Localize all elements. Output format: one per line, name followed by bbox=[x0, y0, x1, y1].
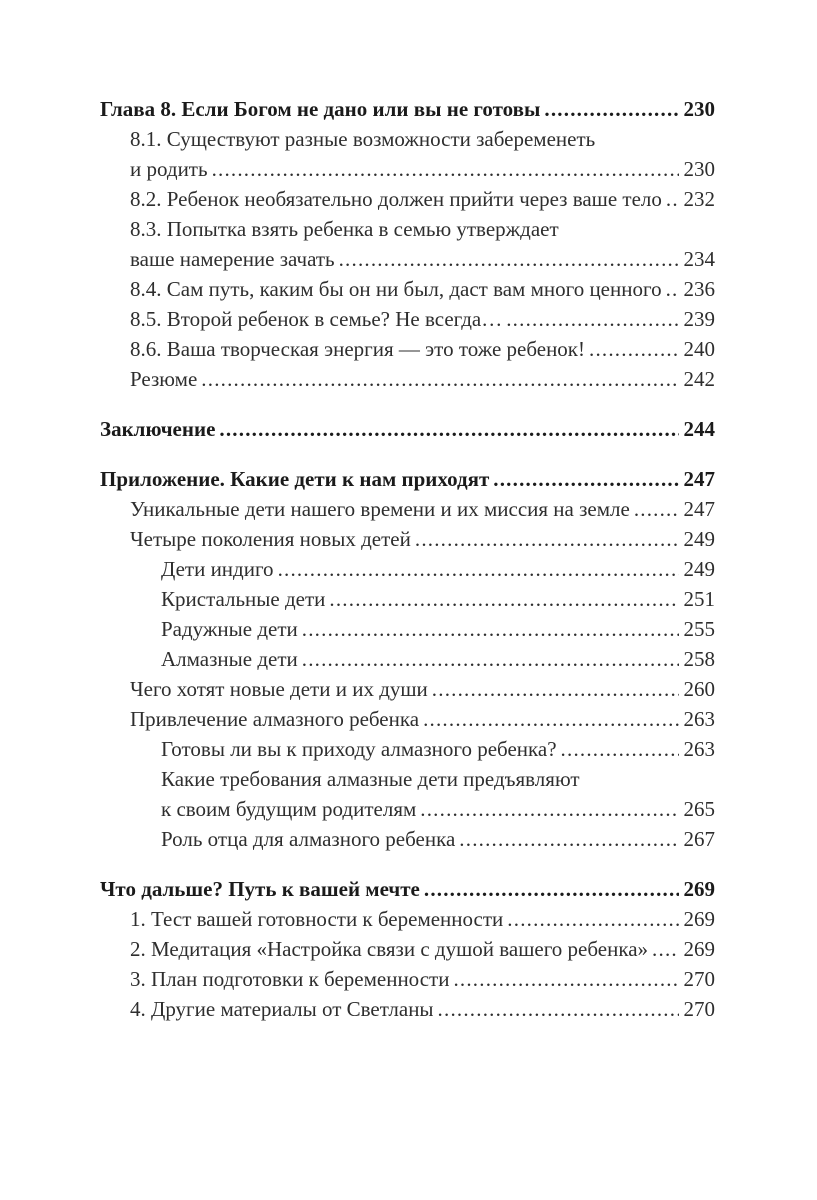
toc-entry bbox=[100, 414, 715, 444]
toc-entry-line bbox=[100, 644, 715, 674]
toc-entry bbox=[100, 904, 715, 934]
toc-entry-title: Кристальные дети bbox=[161, 587, 326, 611]
dot-leader bbox=[489, 464, 678, 494]
toc-entry-title: Чего хотят новые дети и их души bbox=[130, 677, 428, 701]
toc-entry-line bbox=[100, 244, 715, 274]
dot-leader bbox=[298, 644, 679, 674]
dot-leader bbox=[335, 244, 679, 274]
toc-entry-title: 8.6. Ваша творческая энергия — это тоже ребенок! bbox=[130, 337, 585, 361]
toc-entry-line bbox=[100, 794, 715, 824]
toc-entry bbox=[100, 94, 715, 124]
page-number: 236 bbox=[683, 277, 715, 301]
toc-entry-title: Приложение. Какие дети к нам приходят bbox=[100, 467, 490, 491]
toc-entry-title: Четыре поколения новых детей bbox=[130, 527, 411, 551]
toc-entry bbox=[100, 124, 715, 184]
toc-entry-line bbox=[100, 494, 715, 524]
toc-entry bbox=[100, 494, 715, 524]
toc-entry bbox=[100, 554, 715, 584]
toc-entry-line bbox=[100, 964, 715, 994]
dot-leader bbox=[411, 524, 679, 554]
toc-entry-title: и родить bbox=[130, 157, 208, 181]
page-number: 269 bbox=[683, 937, 715, 961]
dot-leader bbox=[662, 184, 679, 214]
toc-entry-line bbox=[100, 414, 715, 444]
toc-entry-line bbox=[100, 154, 715, 184]
page-number: 239 bbox=[683, 307, 715, 331]
dot-leader bbox=[557, 734, 679, 764]
dot-leader bbox=[208, 154, 679, 184]
page-number: 269 bbox=[683, 907, 715, 931]
toc-entry-line bbox=[100, 824, 715, 854]
toc-entry-title: Глава 8. Если Богом не дано или вы не готовы bbox=[100, 97, 541, 121]
toc-entry-title: ваше намерение зачать bbox=[130, 247, 335, 271]
toc-entry-title: 8.4. Сам путь, каким бы он ни был, даст вам много ценного bbox=[130, 277, 662, 301]
toc-entry bbox=[100, 274, 715, 304]
toc-entry-line bbox=[100, 304, 715, 334]
page-number: 247 bbox=[683, 467, 715, 491]
toc-entry bbox=[100, 464, 715, 494]
toc-entry-title: Что дальше? Путь к вашей мечте bbox=[100, 877, 420, 901]
page-number: 230 bbox=[683, 157, 715, 181]
toc-entry-line bbox=[100, 614, 715, 644]
toc-entry-title: Роль отца для алмазного ребенка bbox=[161, 827, 456, 851]
toc-entry bbox=[100, 674, 715, 704]
dot-leader bbox=[455, 824, 678, 854]
dot-leader bbox=[449, 964, 678, 994]
toc-entry-title: 8.5. Второй ребенок в семье? Не всегда… bbox=[130, 307, 503, 331]
toc-entry bbox=[100, 334, 715, 364]
toc-entry bbox=[100, 734, 715, 764]
toc-entry-line bbox=[100, 184, 715, 214]
toc-entry-line bbox=[100, 274, 715, 304]
toc-entry-line bbox=[100, 364, 715, 394]
page-number: 232 bbox=[683, 187, 715, 211]
dot-leader bbox=[197, 364, 678, 394]
toc-entry bbox=[100, 614, 715, 644]
toc-entry-title: 2. Медитация «Настройка связи с душой вашего ребенка» bbox=[130, 937, 649, 961]
dot-leader bbox=[428, 674, 679, 704]
toc-entry-line bbox=[100, 734, 715, 764]
page-number: 247 bbox=[683, 497, 715, 521]
toc-entry-line bbox=[100, 904, 715, 934]
toc-entry-title: Какие требования алмазные дети предъявляют bbox=[161, 767, 580, 791]
toc-entry-title: Привлечение алмазного ребенка bbox=[130, 707, 420, 731]
toc-entry-title: 8.1. Существуют разные возможности забеременеть bbox=[130, 127, 596, 151]
toc-entry bbox=[100, 874, 715, 904]
toc-entry-line bbox=[100, 124, 715, 154]
page-number: 255 bbox=[683, 617, 715, 641]
toc-entry-title: Резюме bbox=[130, 367, 198, 391]
page-number: 265 bbox=[683, 797, 715, 821]
page-number: 240 bbox=[683, 337, 715, 361]
toc-entry bbox=[100, 704, 715, 734]
dot-leader bbox=[416, 794, 678, 824]
toc-entry-line bbox=[100, 934, 715, 964]
page-number: 269 bbox=[683, 877, 715, 901]
dot-leader bbox=[662, 274, 679, 304]
page-number: 270 bbox=[683, 997, 715, 1021]
toc-entry-title: Радужные дети bbox=[161, 617, 298, 641]
dot-leader bbox=[630, 494, 679, 524]
dot-leader bbox=[298, 614, 679, 644]
page-number: 234 bbox=[683, 247, 715, 271]
toc-entry-line bbox=[100, 214, 715, 244]
dot-leader bbox=[648, 934, 678, 964]
toc-entry bbox=[100, 184, 715, 214]
toc-entry bbox=[100, 304, 715, 334]
toc-entry-title: Заключение bbox=[100, 417, 216, 441]
toc-entry bbox=[100, 214, 715, 274]
page-number: 270 bbox=[683, 967, 715, 991]
toc-entry-title: Уникальные дети нашего времени и их миссия на земле bbox=[130, 497, 630, 521]
toc-entry-line bbox=[100, 994, 715, 1024]
toc-entry-title: 8.3. Попытка взять ребенка в семью утверждает bbox=[130, 217, 559, 241]
table-of-contents bbox=[100, 94, 715, 1024]
dot-leader bbox=[503, 904, 678, 934]
toc-entry bbox=[100, 524, 715, 554]
dot-leader bbox=[419, 704, 678, 734]
dot-leader bbox=[215, 414, 678, 444]
toc-entry-line bbox=[100, 524, 715, 554]
toc-entry-line bbox=[100, 554, 715, 584]
toc-entry bbox=[100, 584, 715, 614]
toc-entry-title: Алмазные дети bbox=[161, 647, 298, 671]
toc-entry-title: к своим будущим родителям bbox=[161, 797, 417, 821]
dot-leader bbox=[274, 554, 679, 584]
dot-leader bbox=[434, 994, 679, 1024]
page-number: 263 bbox=[683, 707, 715, 731]
page-number: 230 bbox=[683, 97, 715, 121]
toc-entry-line bbox=[100, 584, 715, 614]
page-number: 260 bbox=[683, 677, 715, 701]
toc-entry-line bbox=[100, 94, 715, 124]
dot-leader bbox=[502, 304, 678, 334]
toc-entry-title: 3. План подготовки к беременности bbox=[130, 967, 450, 991]
toc-entry-line bbox=[100, 334, 715, 364]
dot-leader bbox=[420, 874, 679, 904]
toc-entry bbox=[100, 994, 715, 1024]
page-number: 249 bbox=[683, 527, 715, 551]
toc-entry-title: 1. Тест вашей готовности к беременности bbox=[130, 907, 504, 931]
toc-entry-title: 4. Другие материалы от Светланы bbox=[130, 997, 434, 1021]
dot-leader bbox=[540, 94, 678, 124]
page-number: 263 bbox=[683, 737, 715, 761]
toc-entry-title: Дети индиго bbox=[161, 557, 274, 581]
page-number: 251 bbox=[683, 587, 715, 611]
page-number: 244 bbox=[683, 417, 715, 441]
dot-leader bbox=[325, 584, 678, 614]
page-number: 242 bbox=[683, 367, 715, 391]
toc-entry-line bbox=[100, 464, 715, 494]
toc-entry-line bbox=[100, 764, 715, 794]
toc-entry-line bbox=[100, 674, 715, 704]
page-number: 249 bbox=[683, 557, 715, 581]
toc-entry bbox=[100, 644, 715, 674]
page-number: 258 bbox=[683, 647, 715, 671]
toc-entry bbox=[100, 824, 715, 854]
toc-entry-line bbox=[100, 704, 715, 734]
toc-entry-title: Готовы ли вы к приходу алмазного ребенка? bbox=[161, 737, 557, 761]
page-number: 267 bbox=[683, 827, 715, 851]
toc-entry-line bbox=[100, 874, 715, 904]
toc-entry-title: 8.2. Ребенок необязательно должен прийти через ваше тело bbox=[130, 187, 662, 211]
dot-leader bbox=[585, 334, 679, 364]
toc-entry bbox=[100, 764, 715, 824]
toc-entry bbox=[100, 364, 715, 394]
toc-entry bbox=[100, 964, 715, 994]
toc-entry bbox=[100, 934, 715, 964]
